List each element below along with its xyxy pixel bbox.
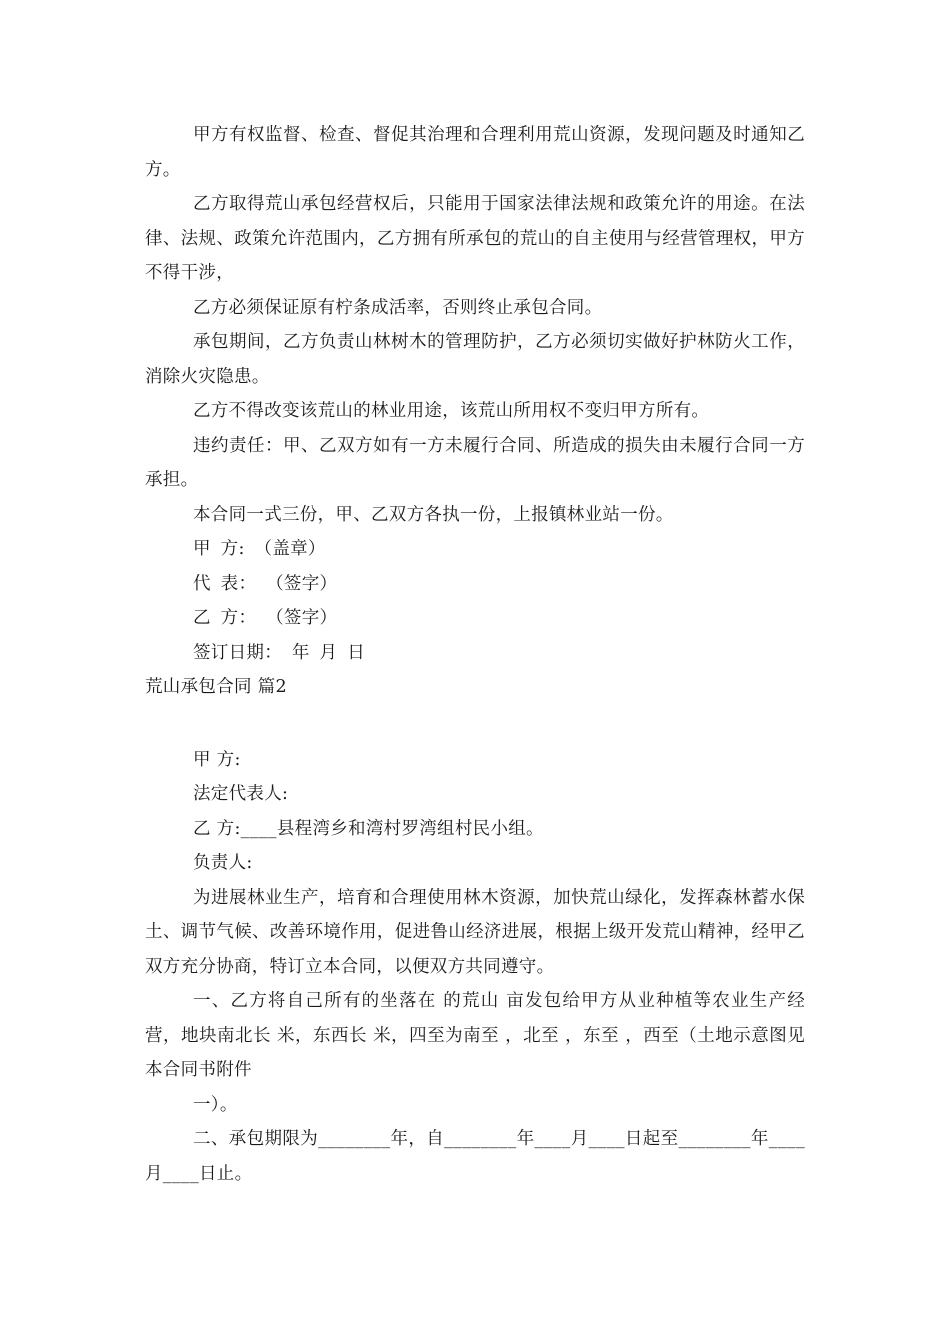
- signature-party-a: 甲 方: （盖章）: [193, 539, 326, 559]
- paragraph-liability: 违约责任：甲、乙双方如有一方未履行合同、所造成的损失由未履行合同一方承担。: [145, 435, 805, 490]
- paragraph-usage-rights: 乙方取得荒山承包经营权后，只能用于国家法律法规和政策允许的用途。在法律、法规、政策允许范围内，乙方拥有所承包的荒山的自主使用与经营管理权，甲方不得干涉，: [145, 194, 805, 283]
- paragraph-purpose: 为进展林业生产，培育和合理使用林木资源，加快荒山绿化，发挥森林蓄水保土、调节气候、改善环境作用，促进鲁山经济进展，根据上级开发荒山精神，经甲乙双方充分协商，特订立本合同，以便双方共同遵守。: [145, 887, 805, 977]
- clause-one-end: 一）。: [193, 1094, 238, 1115]
- party-a-line: 甲 方:: [193, 749, 241, 770]
- signature-representative: 代 表： （签字）: [193, 573, 338, 594]
- signature-party-b: 乙 方： （签字）: [193, 608, 338, 628]
- paragraph-copies: 本合同一式三份，甲、乙双方各执一份，上报镇林业站一份。: [193, 504, 674, 525]
- paragraph-fire-prevention: 承包期间，乙方负责山林树木的管理防护，乙方必须切实做好护林防火工作，消除火灾隐患。: [145, 332, 805, 387]
- party-b-line: 乙 方:____县程湾乡和湾村罗湾组村民小组。: [193, 818, 544, 839]
- document-page: [145, 118, 805, 1191]
- paragraph-forest-use: 乙方不得改变该荒山的林业用途，该荒山所用权不变归甲方所有。: [193, 401, 710, 421]
- clause-two: 二、承包期限为________年，自________年____月____日起至________年____月____日止。: [145, 1129, 805, 1184]
- section-spacer: [145, 705, 805, 743]
- paragraph-survival-rate: 乙方必须保证原有柠条成活率，否则终止承包合同。: [193, 297, 603, 318]
- responsible-person-line: 负责人:: [193, 853, 253, 873]
- paragraph-supervision: 甲方有权监督、检查、督促其治理和合理利用荒山资源，发现问题及时通知乙方。: [145, 125, 805, 180]
- legal-representative-line: 法定代表人:: [193, 784, 289, 804]
- section-title: 荒山承包合同 篇2: [145, 677, 287, 697]
- clause-one: 一、乙方将自己所有的坐落在 的荒山 亩发包给甲方从业种植等农业生产经营，地块南北长 米，东西长 米，四至为南至 ，北至 ，东至 ，西至（土地示意图见本合同书附件: [145, 991, 805, 1080]
- signing-date: 签订日期： 年 月 日: [193, 642, 365, 663]
